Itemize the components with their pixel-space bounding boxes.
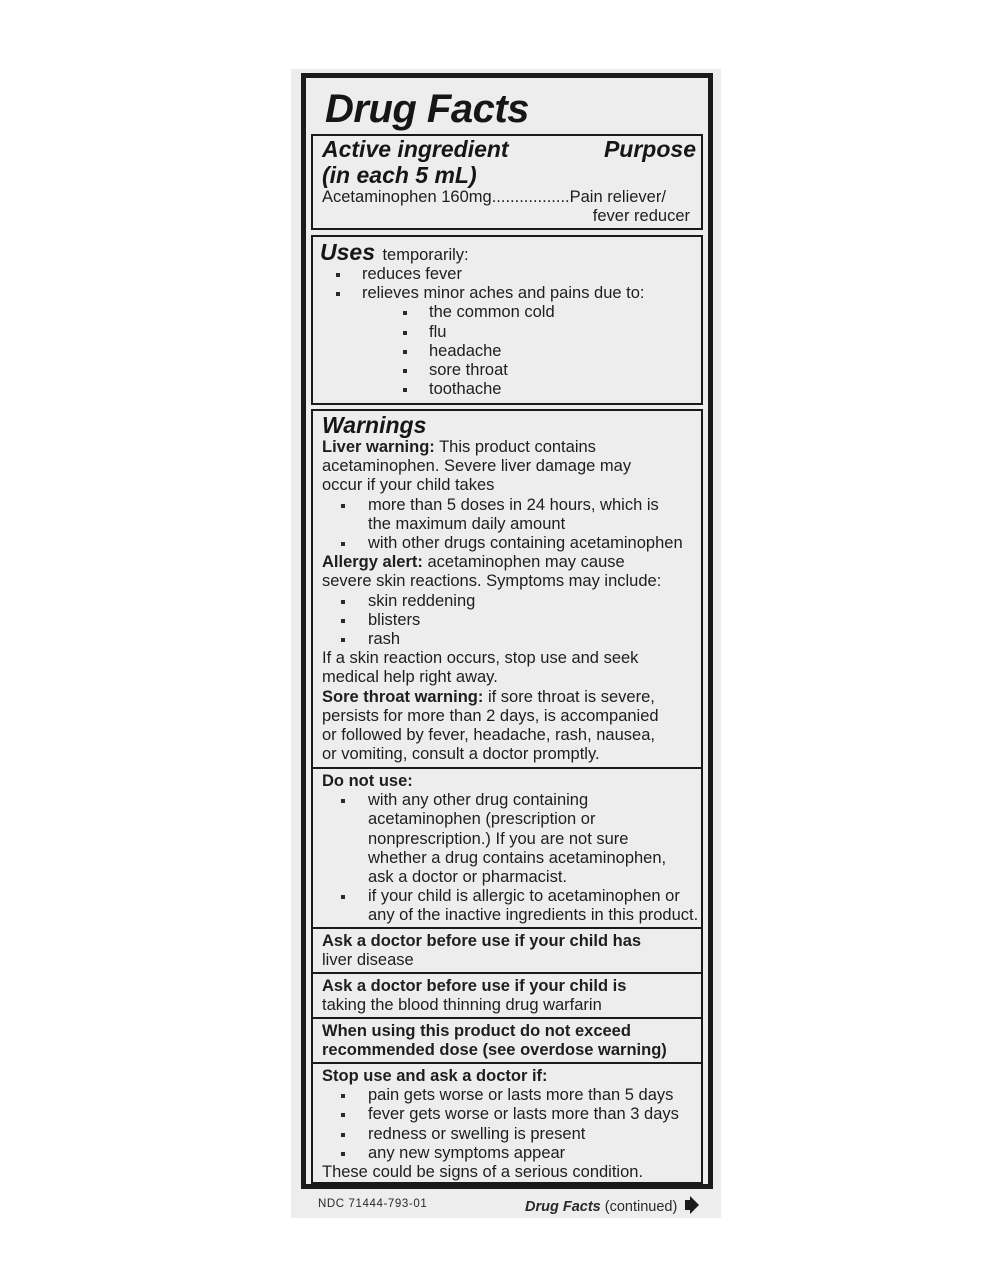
list-item: rash <box>322 630 701 649</box>
liver-warning-text: This product contains <box>439 438 596 456</box>
ask-doctor-warfarin-heading: Ask a doctor before use if your child is <box>322 977 627 995</box>
continued-drug-facts: Drug Facts <box>525 1199 601 1215</box>
uses-intro: temporarily: <box>382 246 469 264</box>
skin-reaction-text: If a skin reaction occurs, stop use and seek <box>322 649 639 668</box>
drug-facts-frame <box>301 73 713 1189</box>
list-item-continued: ask a doctor or pharmacist. <box>368 868 567 887</box>
sore-throat-text: or followed by fever, headache, rash, nausea, <box>322 726 655 745</box>
sore-throat-text: persists for more than 2 days, is accompanied <box>322 706 659 725</box>
list-item: reduces fever <box>320 265 701 284</box>
stop-use-section <box>311 1062 703 1184</box>
ask-doctor-warfarin-section <box>311 972 703 1019</box>
when-using-section <box>311 1017 703 1064</box>
list-item: skin reddening <box>322 592 701 611</box>
allergy-alert-label: Allergy alert: <box>322 553 423 572</box>
list-item: more than 5 doses in 24 hours, which is <box>322 496 701 515</box>
sore-throat-text: if sore throat is severe, <box>487 687 655 706</box>
uses-heading: Uses <box>320 239 375 265</box>
active-ingredient-subheading: (in each 5 mL) <box>322 162 477 188</box>
list-item: flu <box>320 323 701 342</box>
list-item-continued: nonprescription.) If you are not sure <box>368 829 629 848</box>
list-item-continued: the maximum daily amount <box>368 514 566 533</box>
liver-warning-text: acetaminophen. Severe liver damage may <box>322 457 632 476</box>
warnings-heading: Warnings <box>322 412 427 438</box>
list-item: sore throat <box>320 361 701 380</box>
skin-reaction-text: medical help right away. <box>322 668 498 687</box>
sore-throat-text: or vomiting, consult a doctor promptly. <box>322 745 600 764</box>
stop-use-closing: These could be signs of a serious condition. <box>322 1163 644 1182</box>
list-item: headache <box>320 342 701 361</box>
active-ingredient-section <box>311 134 703 230</box>
list-item: with other drugs containing acetaminophen <box>322 534 701 553</box>
ask-doctor-liver-text: liver disease <box>322 951 414 970</box>
list-item: relieves minor aches and pains due to: <box>320 284 701 303</box>
allergy-alert-text: acetaminophen may cause <box>427 553 625 572</box>
purpose-line: fever reducer <box>592 207 690 225</box>
list-item: redness or swelling is present <box>322 1125 701 1144</box>
liver-warning-label: Liver warning: <box>322 438 435 456</box>
warnings-section <box>311 409 703 769</box>
list-item: pain gets worse or lasts more than 5 days <box>322 1086 701 1105</box>
ask-doctor-liver-heading: Ask a doctor before use if your child has <box>322 932 642 950</box>
arrow-right-icon <box>685 1196 699 1218</box>
ingredient-line: Acetaminophen 160mg.................Pain reliever/ <box>322 188 666 206</box>
list-item-continued: any of the inactive ingredients in this product. <box>368 906 699 925</box>
continued-note <box>525 1196 699 1218</box>
list-item: any new symptoms appear <box>322 1144 701 1163</box>
list-item: if your child is allergic to acetaminophen or <box>322 887 701 906</box>
list-item: the common cold <box>320 303 701 322</box>
list-item: toothache <box>320 380 701 399</box>
do-not-use-section <box>311 767 703 929</box>
list-item-continued: acetaminophen (prescription or <box>368 810 596 829</box>
purpose-heading: Purpose <box>603 136 696 162</box>
list-item: blisters <box>322 611 701 630</box>
ask-doctor-liver-section <box>311 927 703 974</box>
ask-doctor-warfarin-text: taking the blood thinning drug warfarin <box>322 996 602 1015</box>
list-item: with any other drug containing <box>322 791 701 810</box>
when-using-text: When using this product do not exceed <box>322 1022 631 1040</box>
ndc-code: NDC 71444-793-01 <box>318 1198 428 1210</box>
do-not-use-heading: Do not use: <box>322 772 413 790</box>
allergy-alert-text: severe skin reactions. Symptoms may include: <box>322 572 662 591</box>
page-title: Drug Facts <box>325 87 529 131</box>
list-item-continued: whether a drug contains acetaminophen, <box>368 848 667 867</box>
stop-use-heading: Stop use and ask a doctor if: <box>322 1067 548 1085</box>
liver-warning-text: occur if your child takes <box>322 476 495 495</box>
when-using-text: recommended dose (see overdose warning) <box>322 1041 667 1060</box>
continued-text: (continued) <box>604 1199 678 1215</box>
active-ingredient-heading: Active ingredient <box>322 136 509 162</box>
sore-throat-label: Sore throat warning: <box>322 687 484 706</box>
uses-section <box>311 235 703 405</box>
list-item: fever gets worse or lasts more than 3 days <box>322 1105 701 1124</box>
title-section <box>311 78 703 136</box>
